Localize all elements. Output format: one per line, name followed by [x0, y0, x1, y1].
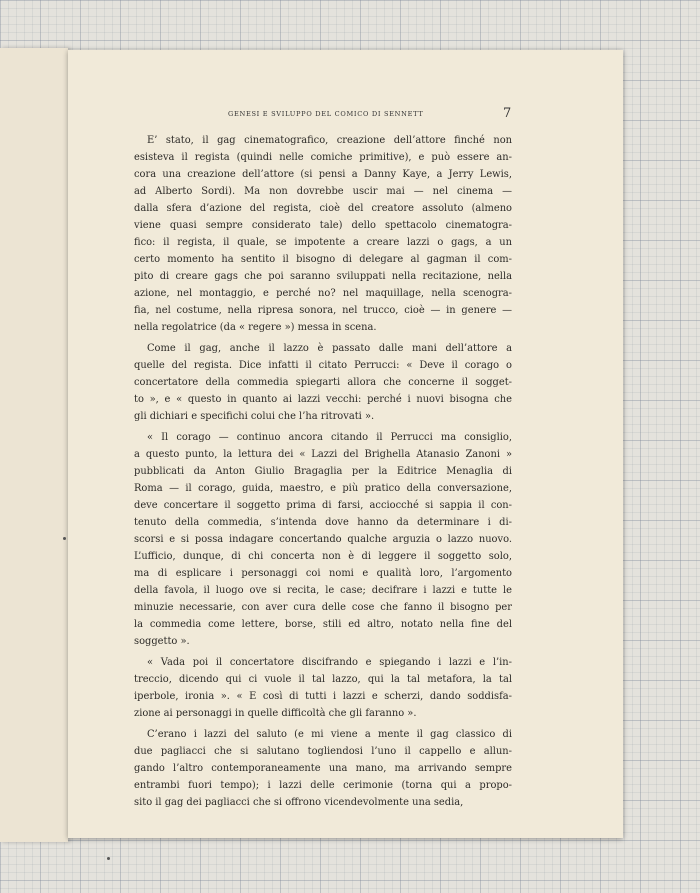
text-line: entrambi fuori tempo); i lazzi delle cerimonie (torna qui a propo-	[134, 780, 512, 791]
text-line: tenuto della commedia, s’intenda dove hanno da determinare i di-	[134, 517, 512, 528]
paragraph	[134, 726, 512, 811]
facing-page-edge	[0, 48, 68, 842]
text-line: la commedia come lettere, borse, stili ed altro, notato nella fine del	[134, 619, 512, 630]
text-line: minuzie necessarie, con aver cura delle cose che fanno il bisogno per	[134, 602, 512, 613]
text-line: ad Alberto Sordi). Ma non dovrebbe uscir mai — nel cinema —	[134, 186, 512, 197]
page-number: 7	[503, 106, 512, 121]
paragraph	[134, 429, 512, 650]
text-line: a questo punto, la lettura dei « Lazzi del Brighella Atanasio Zanoni »	[134, 449, 512, 460]
text-line: ma di esplicare i personaggi coi nomi e qualità loro, l’argomento	[134, 568, 512, 579]
text-line: viene quasi sempre considerato tale) dello spettacolo cinematogra-	[134, 220, 512, 231]
text-line: Come il gag, anche il lazzo è passato dalle mani dell’attore a	[147, 343, 512, 354]
text-line: concertatore della commedia spiegarti allora che concerne il sogget-	[134, 377, 512, 388]
text-line: treccio, dicendo qui ci vuole il tal lazzo, qui la tal metafora, la tal	[134, 674, 512, 685]
book-page	[68, 50, 623, 838]
text-line: Roma — il corago, guida, maestro, e più pratico della conversazione,	[134, 483, 512, 494]
text-line: C’erano i lazzi del saluto (e mi viene a mente il gag classico di	[147, 729, 512, 740]
text-line: L’ufficio, dunque, di chi concerta non è di leggere il soggetto solo,	[134, 551, 512, 562]
text-line: due pagliacci che si salutano togliendosi l’uno il cappello e allun-	[134, 746, 512, 757]
running-head: GENESI E SVILUPPO DEL COMICO DI SENNETT	[228, 110, 424, 118]
text-line: azione, nel montaggio, e perché no? nel maquillage, nella scenogra-	[134, 288, 512, 299]
text-line: pubblicati da Anton Giulio Bragaglia per la Editrice Menaglia di	[134, 466, 512, 477]
paragraph	[134, 340, 512, 425]
text-line: gando l’altro contemporaneamente una mano, ma arrivando sempre	[134, 763, 512, 774]
text-line: dalla sfera d’azione del regista, cioè del creatore assoluto (almeno	[134, 203, 512, 214]
text-line: to », e « questo in quanto ai lazzi vecchi: perché i nuovi bisogna che	[134, 394, 512, 405]
text-line: « Il corago — continuo ancora citando il Perrucci ma consiglio,	[147, 432, 512, 443]
text-line: gli dichiari e specifichi colui che l’ha ritrovati ».	[134, 411, 375, 422]
text-line: sito il gag dei pagliacci che si offrono vicendevolmente una sedia,	[134, 797, 464, 808]
text-line: soggetto ».	[134, 636, 190, 647]
page-header	[68, 108, 623, 122]
text-line: « Vada poi il concertatore discifrando e spiegando i lazzi e l’in-	[147, 657, 512, 668]
text-line: quelle del regista. Dice infatti il citato Perrucci: « Deve il corago o	[134, 360, 512, 371]
text-line: fico: il regista, il quale, se impotente a creare lazzi o gags, a un	[134, 237, 512, 248]
paragraph	[134, 132, 512, 336]
text-line: iperbole, ironia ». « E così di tutti i lazzi e scherzi, dando soddisfa-	[134, 691, 512, 702]
text-line: nella regolatrice (da « regere ») messa in scena.	[134, 322, 377, 333]
text-line: deve concertare il soggetto prima di farsi, acciocché si sappia il con-	[134, 500, 512, 511]
text-line: della favola, il luogo ove si recita, le case; decifrare i lazzi e tutte le	[134, 585, 512, 596]
paragraph	[134, 654, 512, 722]
text-line: esisteva il regista (quindi nelle comiche primitive), e può essere an-	[134, 152, 512, 163]
text-line: scorsi e si possa indagare concertando qualche arguzia o lazzo nuovo.	[134, 534, 512, 545]
text-line: fia, nel costume, nella ripresa sonora, nel trucco, cioè — in genere —	[134, 305, 512, 316]
body-text	[134, 132, 512, 811]
paper-speck	[107, 857, 110, 860]
text-line: cora una creazione dell’attore (si pensi a Danny Kaye, a Jerry Lewis,	[134, 169, 512, 180]
text-line: E’ stato, il gag cinematografico, creazione dell’attore finché non	[147, 135, 512, 146]
binding-mark	[63, 537, 66, 540]
text-line: zione ai personaggi in quelle difficoltà che gli faranno ».	[134, 708, 417, 719]
text-line: certo momento ha sentito il bisogno di delegare al gagman il com-	[134, 254, 512, 265]
text-line: pito di creare gags che poi saranno sviluppati nella recitazione, nella	[134, 271, 512, 282]
